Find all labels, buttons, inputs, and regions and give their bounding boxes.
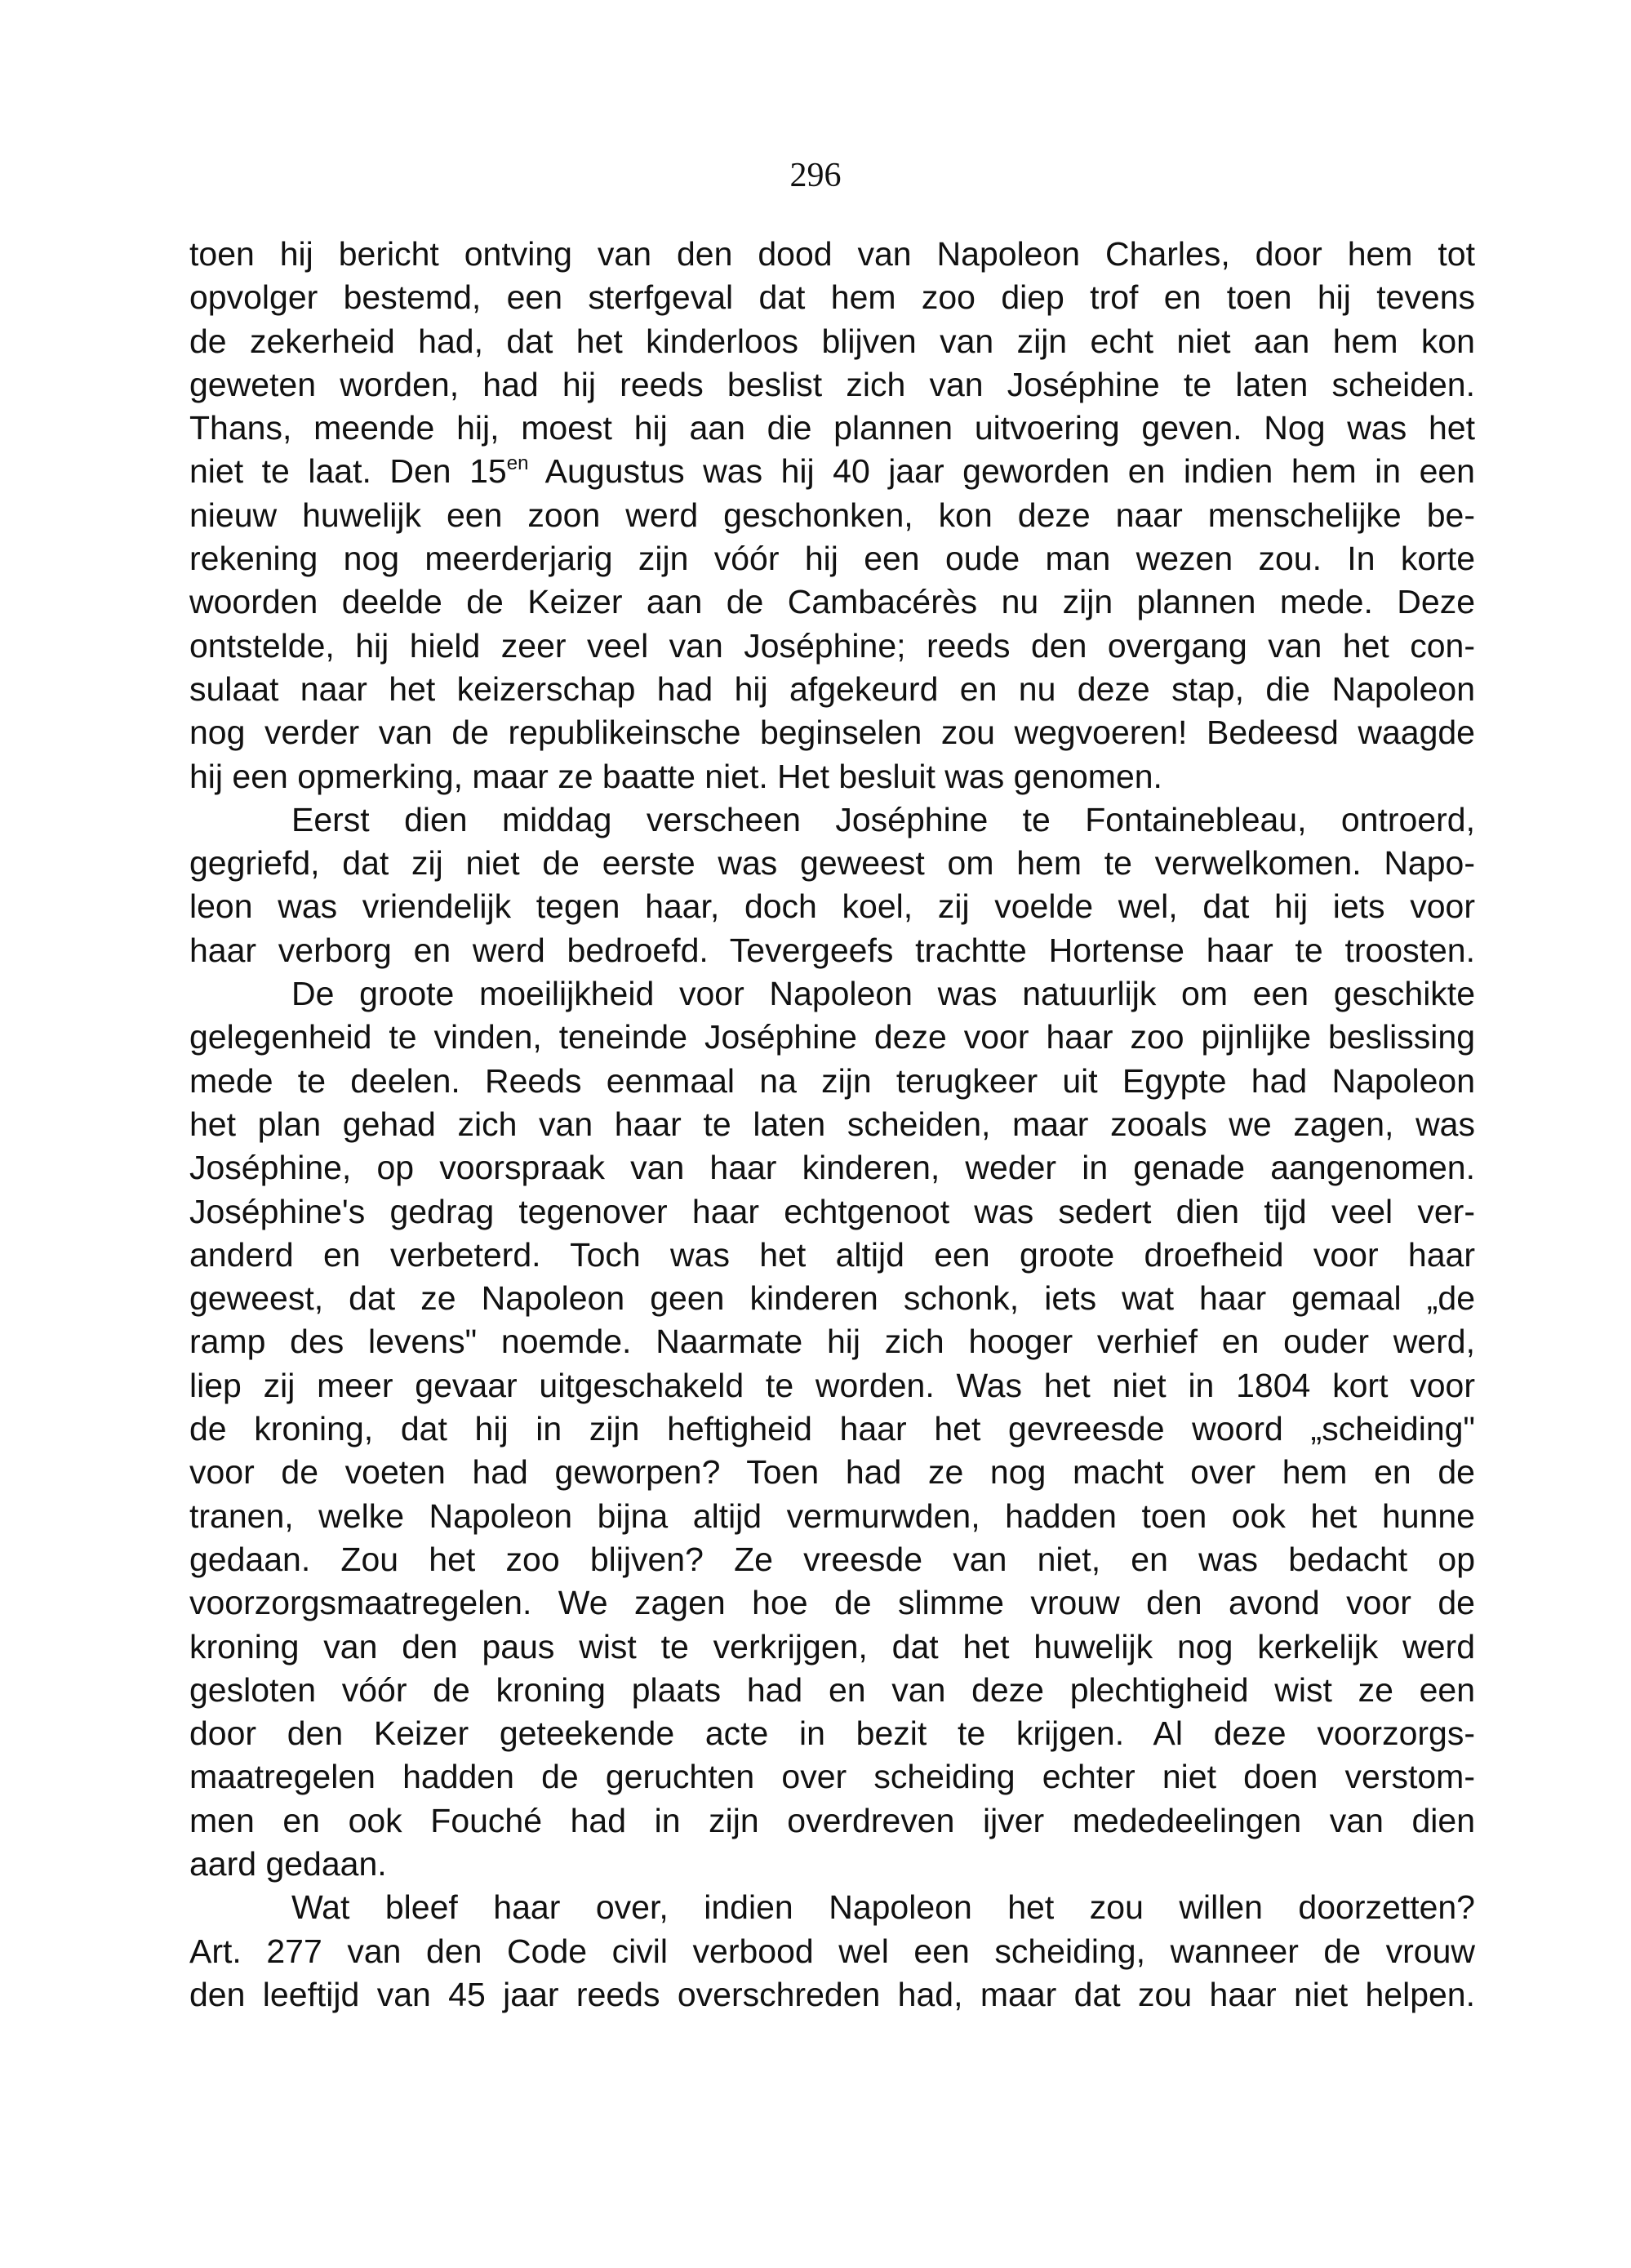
text-line: Joséphine, op voorspraak van haar kinderen, weder in genade aangenomen. xyxy=(189,1149,1475,1187)
text-line: nieuw huwelijk een zoon werd geschonken, kon deze naar menschelijke be- xyxy=(189,496,1475,534)
text-line: mede te deelen. Reeds eenmaal na zijn terugkeer uit Egypte had Napoleon xyxy=(189,1061,1475,1100)
text-line: voor de voeten had geworpen? Toen had ze nog macht over hem en de xyxy=(189,1453,1475,1492)
text-line: Thans, meende hij, moest hij aan die plannen uitvoering geven. Nog was het xyxy=(189,409,1475,447)
text-line: men en ook Fouché had in zijn overdreven ijver mededeelingen van dien xyxy=(189,1801,1475,1839)
text-line: Joséphine's gedrag tegenover haar echtgenoot was sedert dien tijd veel ver- xyxy=(189,1192,1475,1230)
text-line: toen hij bericht ontving van den dood van Napoleon Charles, door hem tot xyxy=(189,235,1475,273)
text-line: nog verder van de republikeinsche beginselen zou wegvoeren! Bedeesd waagde xyxy=(189,714,1475,752)
text-line: leon was vriendelijk tegen haar, doch koel, zij voelde wel, dat hij iets voor xyxy=(189,887,1475,926)
text-line: de zekerheid had, dat het kinderloos blijven van zijn echt niet aan hem kon xyxy=(189,322,1475,360)
text-line: liep zij meer gevaar uitgeschakeld te worden. Was het niet in 1804 kort voor xyxy=(189,1366,1475,1404)
text-line: ontstelde, hij hield zeer veel van Joséphine; reeds den overgang van het con- xyxy=(189,626,1475,665)
text-segment: niet te laat. Den 15 xyxy=(189,452,507,491)
text-line: Wat bleef haar over, indien Napoleon het zou willen doorzetten? xyxy=(291,1888,1475,1927)
text-line: rekening nog meerderjarig zijn vóór hij een oude man wezen zou. In korte xyxy=(189,540,1475,578)
text-line: woorden deelde de Keizer aan de Cambacérès nu zijn plannen mede. Deze xyxy=(189,583,1475,621)
text-line: door den Keizer geteekende acte in bezit te krijgen. Al deze voorzorgs- xyxy=(189,1714,1475,1753)
text-line: de kroning, dat hij in zijn heftigheid haar het gevreesde woord „scheiding" xyxy=(189,1410,1475,1448)
text-line: aard gedaan. xyxy=(189,1844,387,1883)
text-line: De groote moeilijkheid voor Napoleon was natuurlijk om een geschikte xyxy=(291,975,1475,1013)
text-line: gedaan. Zou het zoo blijven? Ze vreesde van niet, en was bedacht op xyxy=(189,1540,1475,1578)
body-text xyxy=(189,233,1475,2017)
text-line: den leeftijd van 45 jaar reeds overschreden had, maar dat zou haar niet helpen. xyxy=(189,1975,1475,2013)
text-line: opvolger bestemd, een sterfgeval dat hem zoo diep trof en toen hij tevens xyxy=(189,278,1475,317)
text-line: kroning van den paus wist te verkrijgen, dat het huwelijk nog kerkelijk werd xyxy=(189,1627,1475,1665)
text-line: geweten worden, had hij reeds beslist zich van Joséphine te laten scheiden. xyxy=(189,365,1475,403)
text-line: tranen, welke Napoleon bijna altijd vermurwden, hadden toen ook het hunne xyxy=(189,1496,1475,1535)
text-line: ramp des levens" noemde. Naarmate hij zich hooger verhief en ouder werd, xyxy=(189,1323,1475,1361)
text-line: gegriefd, dat zij niet de eerste was geweest om hem te verwelkomen. Napo- xyxy=(189,844,1475,883)
text-line: voorzorgsmaatregelen. We zagen hoe de slimme vrouw den avond voor de xyxy=(189,1584,1475,1622)
superscript: en xyxy=(506,452,529,475)
text-line xyxy=(189,450,1475,493)
text-line: maatregelen hadden de geruchten over scheiding echter niet doen verstom- xyxy=(189,1758,1475,1796)
text-line: Eerst dien middag verscheen Joséphine te Fontainebleau, ontroerd, xyxy=(291,800,1475,838)
text-line: sulaat naar het keizerschap had hij afgekeurd en nu deze stap, die Napoleon xyxy=(189,669,1475,708)
text-line: het plan gehad zich van haar te laten scheiden, maar zooals we zagen, was xyxy=(189,1105,1475,1143)
text-line: Art. 277 van den Code civil verbood wel een scheiding, wanneer de vrouw xyxy=(189,1932,1475,1970)
page-number: 296 xyxy=(789,157,842,194)
text-line: hij een opmerking, maar ze baatte niet. Het besluit was genomen. xyxy=(189,757,1162,795)
text-segment: Augustus was hij 40 jaar geworden en indien hem in een xyxy=(528,452,1475,491)
text-line: haar verborg en werd bedroefd. Tevergeefs trachtte Hortense haar te troosten. xyxy=(189,931,1475,969)
text-line: geweest, dat ze Napoleon geen kinderen schonk, iets wat haar gemaal „de xyxy=(189,1279,1475,1318)
text-line: anderd en verbeterd. Toch was het altijd een groote droefheid voor haar xyxy=(189,1235,1475,1274)
text-line: gelegenheid te vinden, teneinde Joséphine deze voor haar zoo pijnlijke beslissing xyxy=(189,1018,1475,1056)
text-line: gesloten vóór de kroning plaats had en van deze plechtigheid wist ze een xyxy=(189,1670,1475,1709)
